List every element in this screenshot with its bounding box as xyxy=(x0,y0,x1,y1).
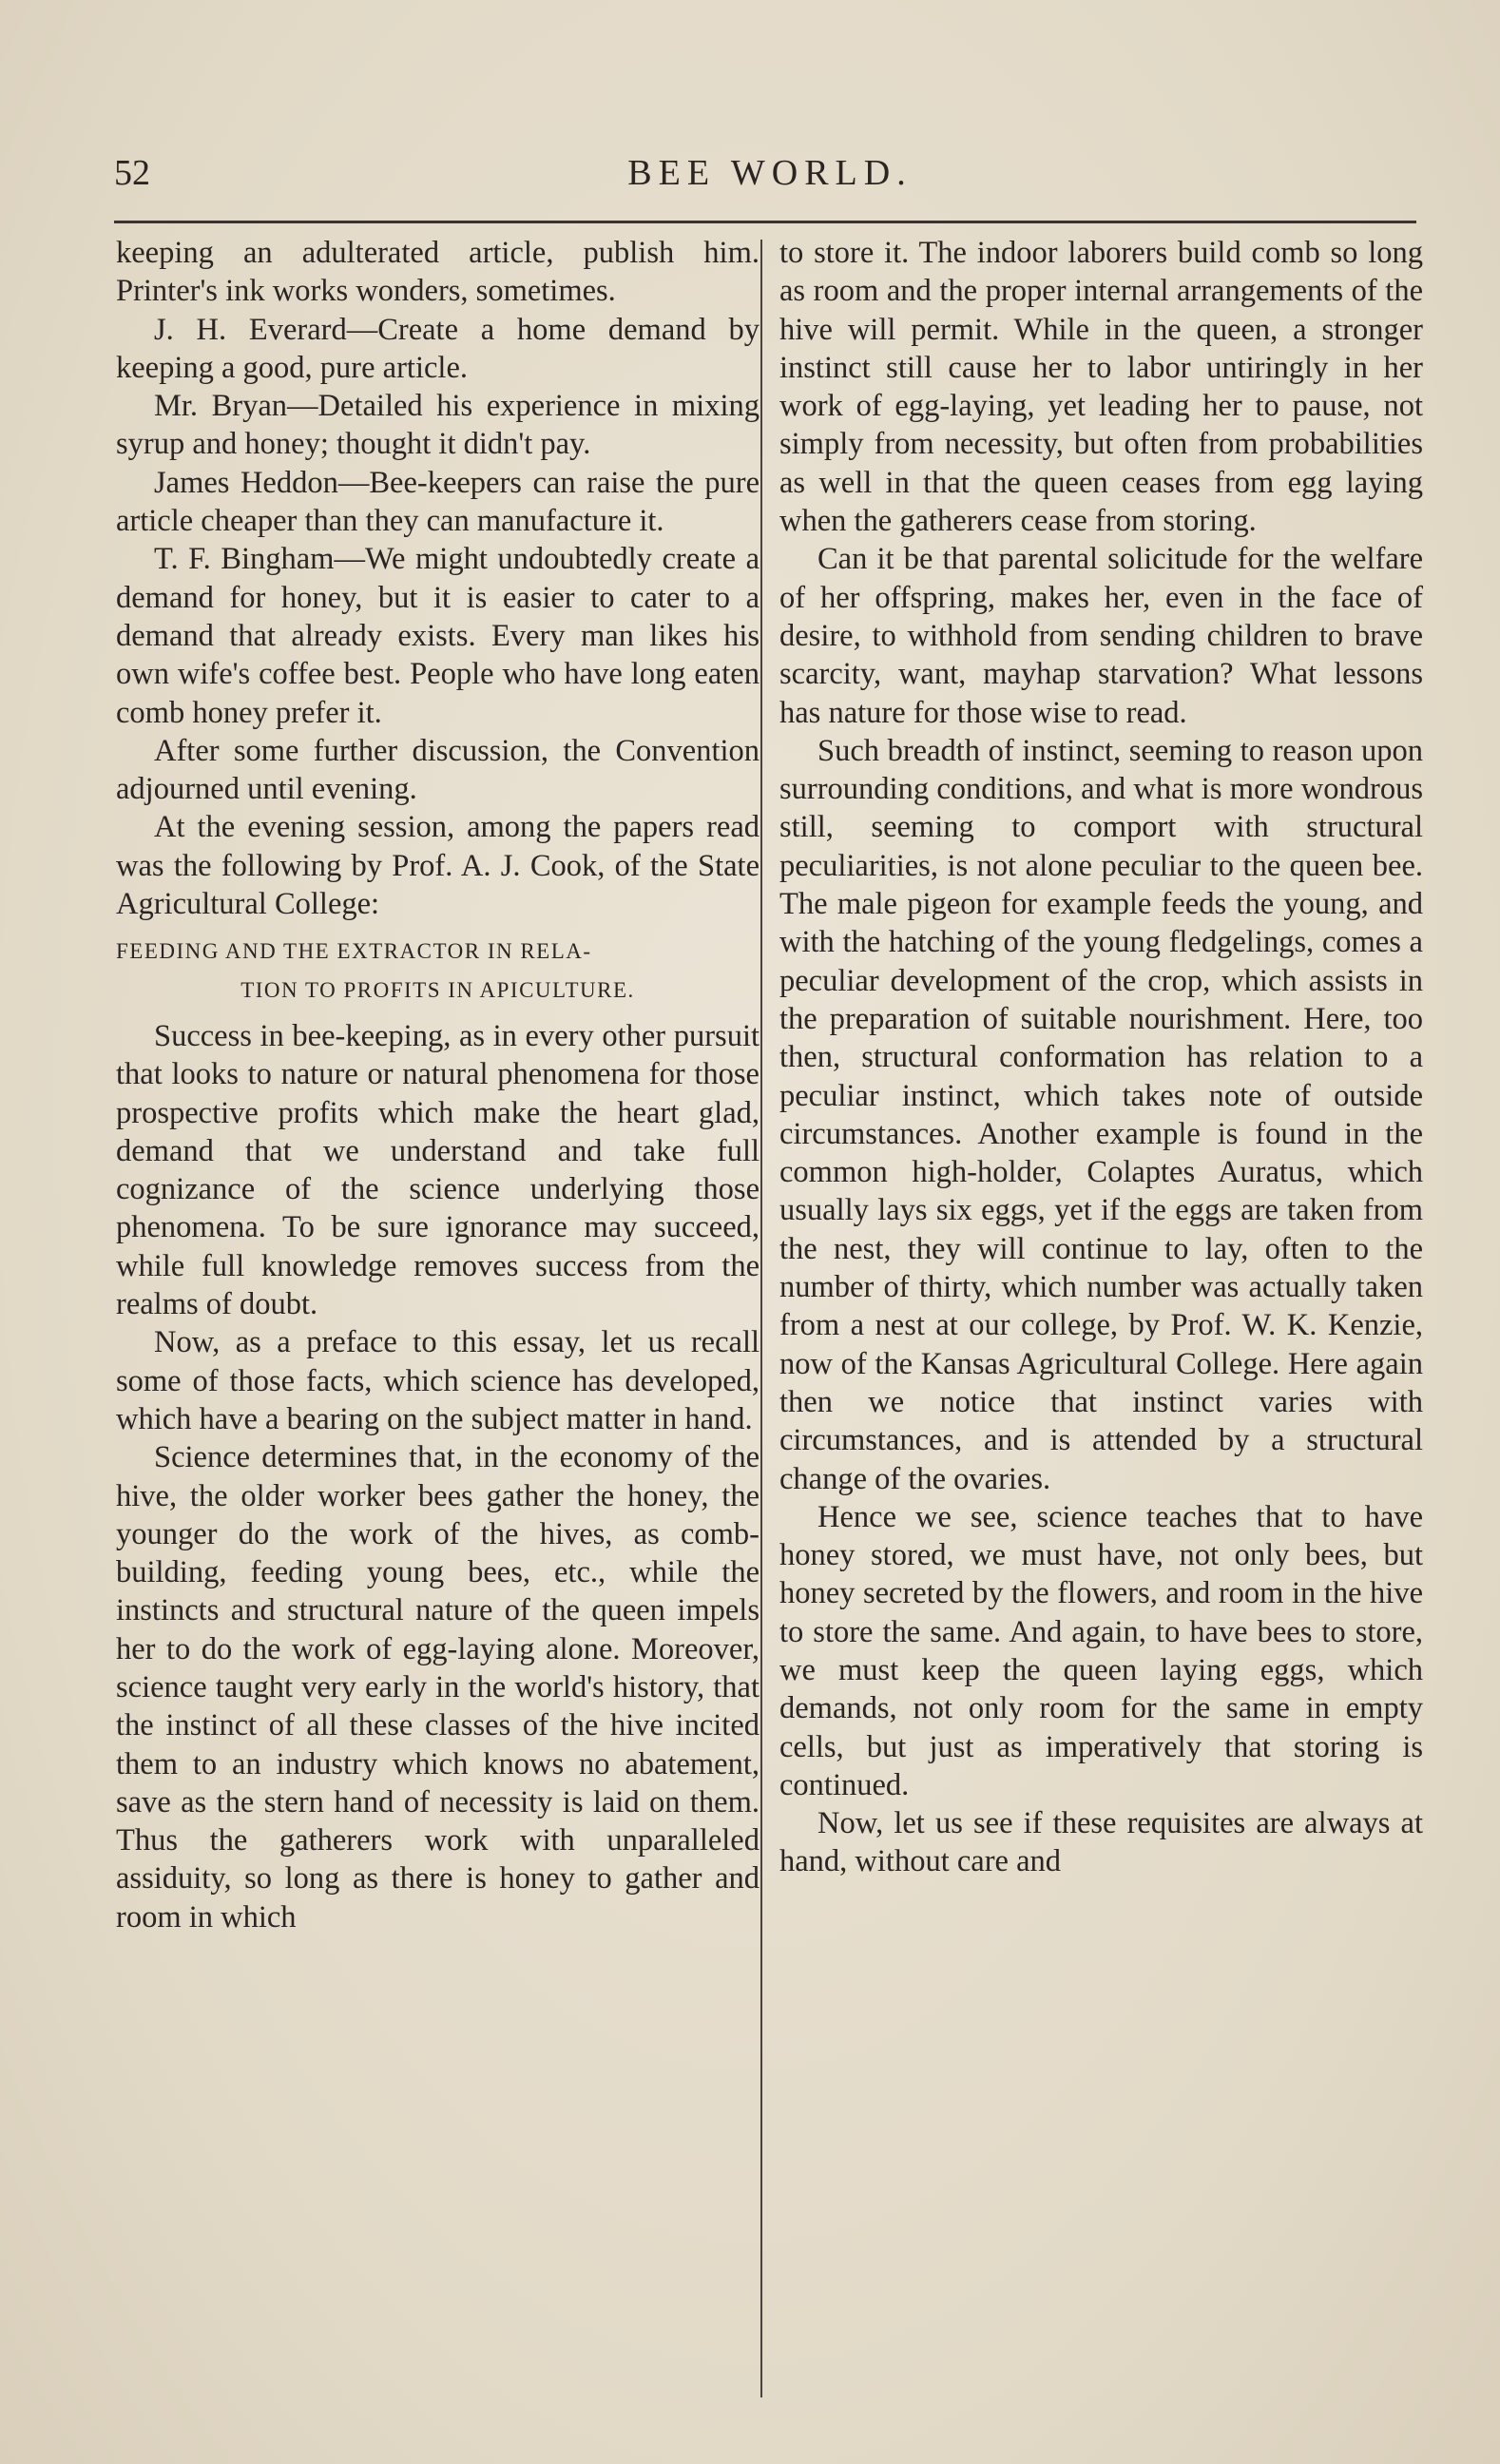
page-number: 52 xyxy=(114,153,150,193)
paragraph: Can it be that parental solicitude for the welfare of her offspring, makes her, even in the face of desire, to withhold from sending children to brave scarcity, want, mayhap starvation? What lessons has nature for those wise to read. xyxy=(779,542,1423,730)
running-title: BEE WORLD. xyxy=(627,153,913,193)
paragraph: Science determines that, in the economy of the hive, the older worker bees gather the honey, the younger do the work of the hives, as comb-building, feeding young bees, etc., while the instincts and structural nature of the queen impels her to do the work of egg-laying alone. Moreover, science taught very early in the world's history, that the instinct of all these classes of the hive incited them to an industry which knows no abatement, save as the stern hand of necessity is laid on them. Thus the gatherers work with unparalleled assiduity, so long as there is honey to gather and room in which xyxy=(116,1440,760,1935)
paragraph: Such breadth of instinct, seeming to reason upon surrounding conditions, and what is more wondrous still, seeming to comport with structural peculiarities, is not alone peculiar to the queen bee. The male pigeon for example feeds the young, and with the hatching of the young fledgelings, comes a peculiar development of the crop, which assists in the preparation of suitable nourishment. Here, too then, structural conformation has relation to a peculiar instinct, which takes note of outside circumstances. Another example is found in the common high-holder, Colaptes Auratus, which usually lays six eggs, yet if the eggs are taken from the nest, they will continue to lay, often to the number of thirty, which number was actually taken from a nest at our college, by Prof. W. K. Kenzie, now of the Kansas Agricultural College. Here again then we notice that instinct varies with circumstances, and is attended by a structural change of the ovaries. xyxy=(779,733,1423,1496)
paragraph: Now, let us see if these requisites are always at hand, without care and xyxy=(779,1806,1423,1879)
paragraph: After some further discussion, the Convention adjourned until evening. xyxy=(116,733,760,807)
paragraph: Success in bee-keeping, as in every other pursuit that looks to nature or natural phenomena for those prospective profits which make the heart glad, demand that we understand and take full cognizance of the science underlying those phenomena. To be sure ignorance may succeed, while full knowledge removes success from the realms of doubt. xyxy=(116,1018,760,1322)
header-rule xyxy=(114,221,1416,223)
paragraph: J. H. Everard—Create a home demand by keeping a good, pure article. xyxy=(116,312,760,385)
paragraph: Now, as a preface to this essay, let us recall some of those facts, which science has developed, which have a bearing on the subject matter in hand. xyxy=(116,1325,760,1436)
paragraph: T. F. Bingham—We might undoubtedly create a demand for honey, but it is easier to cater to a demand that already exists. Every man likes his own wife's coffee best. People who have long eaten comb honey prefer it. xyxy=(116,542,760,730)
paragraph: James Heddon—Bee-keepers can raise the pure article cheaper than they can manufacture it. xyxy=(116,465,760,539)
paragraph: Hence we see, science teaches that to have honey stored, we must have, not only bees, but honey secreted by the flowers, and room in the hive to store the same. And again, to have bees to store, we must keep the queen laying eggs, which demands, not only room for the same in empty cells, but just as imperatively that storing is continued. xyxy=(779,1499,1423,1802)
section-heading-continued: TION TO PROFITS IN APICULTURE. xyxy=(240,977,635,1002)
paragraph: At the evening session, among the papers read was the following by Prof. A. J. Cook, of the State Agricultural College: xyxy=(116,810,760,922)
paragraph: keeping an adulterated article, publish him. Printer's ink works wonders, sometimes. xyxy=(116,236,760,309)
right-column xyxy=(779,234,1423,2401)
section-heading: FEEDING AND THE EXTRACTOR IN RELA- xyxy=(116,939,592,964)
paragraph: Mr. Bryan—Detailed his experience in mixing syrup and honey; thought it didn't pay. xyxy=(116,389,760,462)
column-divider xyxy=(760,240,762,2397)
left-column xyxy=(116,234,760,2401)
page-header xyxy=(114,144,1426,202)
paragraph: to store it. The indoor laborers build comb so long as room and the proper internal arrangements of the hive will permit. While in the queen, a stronger instinct still cause her to labor untiringly in her work of egg-laying, yet leading her to pause, not simply from necessity, but often from probabilities as well in that the queen ceases from egg laying when the gatherers cease from storing. xyxy=(779,236,1423,539)
